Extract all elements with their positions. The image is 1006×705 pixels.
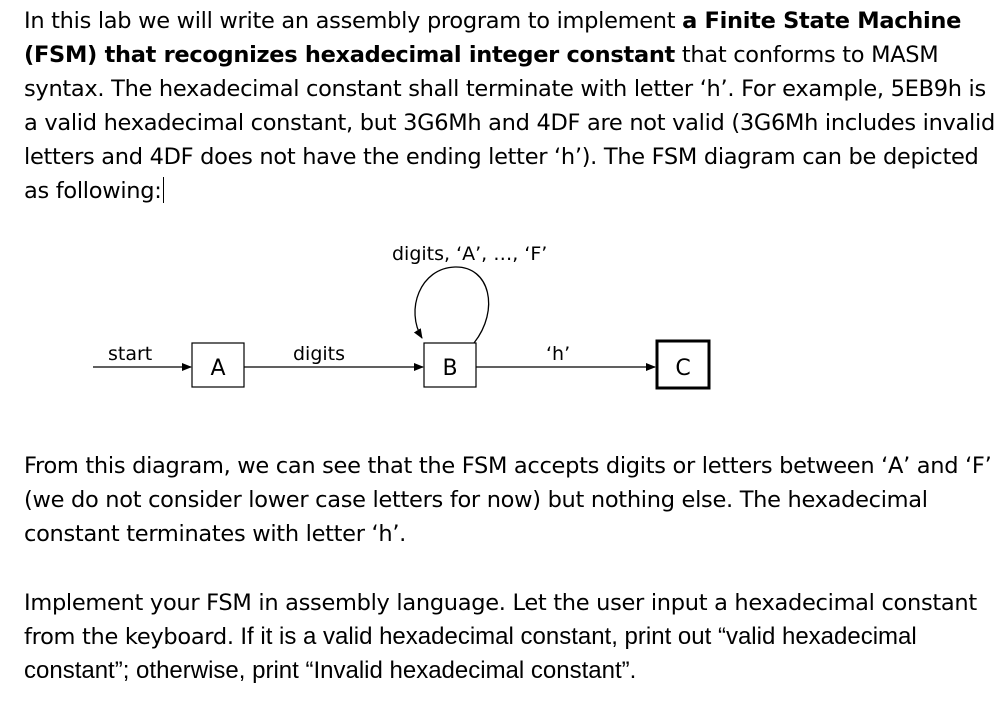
self-loop-b-label: digits, ‘A’, …, ‘F’ bbox=[392, 243, 548, 265]
fsm-diagram bbox=[0, 230, 1006, 410]
state-a-label: A bbox=[210, 356, 226, 381]
task-text-2: If it is a valid hexadecimal constant, print out “valid hexadecimal constant”; otherwise, print “Invalid hexadecimal constant”. bbox=[24, 623, 917, 684]
intro-bold-text: a Finite State Machine (FSM) that recognizes hexadecimal integer constant bbox=[24, 8, 962, 68]
intro-rest-text: that conforms to MASM syntax. The hexadecimal constant shall terminate with letter ‘h’. For example, 5EB9h is a valid hexadecimal constant, but 3G6Mh and 4DF are not valid (3G6Mh includes invalid letters and 4DF does not have the ending letter ‘h’). The FSM diagram can be depicted as following: bbox=[24, 42, 995, 204]
transition-b-c-label: ‘h’ bbox=[546, 343, 571, 365]
task-text-1: Implement your FSM in assembly language. Let the user input a hexadecimal constant from the keyboard. bbox=[24, 590, 977, 650]
text-cursor bbox=[163, 177, 164, 203]
transition-a-b-label: digits bbox=[293, 343, 346, 365]
paragraph-task bbox=[24, 586, 999, 688]
intro-text: In this lab we will write an assembly program to implement bbox=[24, 8, 683, 34]
paragraph-intro bbox=[24, 4, 999, 208]
paragraph-explanation: From this diagram, we can see that the FSM accepts digits or letters between ‘A’ and ‘F’ (we do not consider lower case letters for now) but nothing else. The hexadecimal constant terminates with letter ‘h’. bbox=[24, 453, 992, 547]
state-c-label: C bbox=[675, 356, 691, 381]
self-loop-b-arrow bbox=[415, 267, 489, 343]
start-label: start bbox=[108, 343, 153, 365]
state-b-label: B bbox=[442, 356, 458, 381]
